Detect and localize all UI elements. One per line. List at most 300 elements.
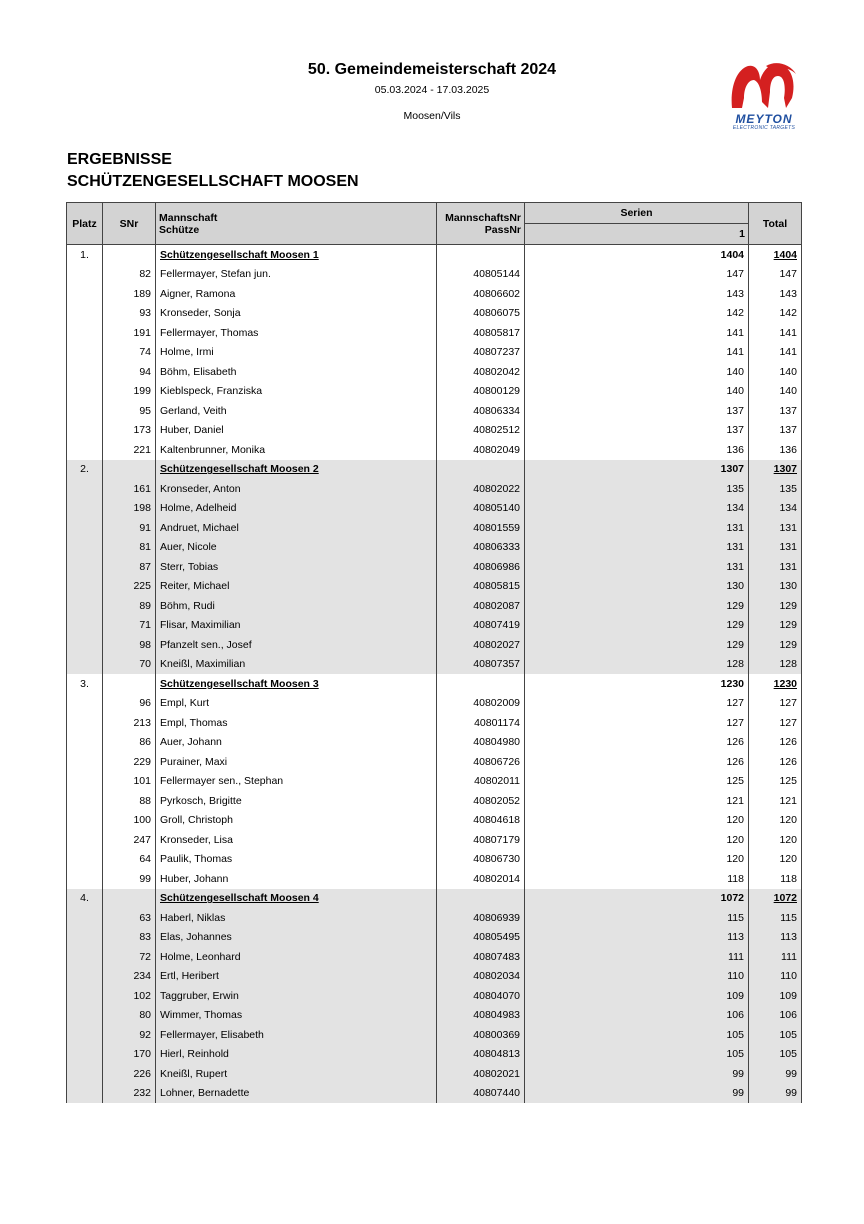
member-total: 131: [749, 518, 802, 538]
team-row: [67, 674, 802, 694]
member-total: 111: [749, 947, 802, 967]
member-passnr: 40805817: [437, 323, 525, 343]
member-serie: 134: [525, 499, 749, 519]
table-row: [67, 1006, 802, 1026]
table-row: [67, 791, 802, 811]
team-total: [749, 889, 802, 909]
member-platz: [67, 479, 103, 499]
table-row: [67, 869, 802, 889]
member-snr: 161: [103, 479, 156, 499]
member-snr: 80: [103, 1006, 156, 1026]
member-name: Groll, Christoph: [156, 811, 437, 831]
member-platz: [67, 401, 103, 421]
member-platz: [67, 752, 103, 772]
member-platz: [67, 694, 103, 714]
team-nr: [437, 245, 525, 265]
member-snr: 72: [103, 947, 156, 967]
team-nr: [437, 674, 525, 694]
member-passnr: 40806939: [437, 908, 525, 928]
member-name: Reiter, Michael: [156, 577, 437, 597]
member-snr: 92: [103, 1025, 156, 1045]
member-name: Andruet, Michael: [156, 518, 437, 538]
team-total-text: 1307: [773, 463, 797, 476]
member-serie: 136: [525, 440, 749, 460]
member-total: 110: [749, 967, 802, 987]
team-nr: [437, 460, 525, 480]
team-total-text: 1072: [773, 892, 797, 905]
member-passnr: 40804983: [437, 1006, 525, 1026]
member-name: Holme, Leonhard: [156, 947, 437, 967]
member-passnr: 40802027: [437, 635, 525, 655]
member-snr: 99: [103, 869, 156, 889]
member-total: 140: [749, 382, 802, 402]
table-row: [67, 538, 802, 558]
table-row: [67, 382, 802, 402]
member-snr: 170: [103, 1045, 156, 1065]
member-passnr: 40802042: [437, 362, 525, 382]
member-snr: 247: [103, 830, 156, 850]
member-platz: [67, 421, 103, 441]
member-platz: [67, 1045, 103, 1065]
member-snr: 89: [103, 596, 156, 616]
table-row: [67, 967, 802, 987]
team-nr: [437, 889, 525, 909]
team-serie: 1404: [525, 245, 749, 265]
member-total: 131: [749, 538, 802, 558]
table-row: [67, 284, 802, 304]
member-name: Fellermayer, Elisabeth: [156, 1025, 437, 1045]
team-name-text: Schützengesellschaft Moosen 2: [160, 463, 319, 476]
team-serie: 1307: [525, 460, 749, 480]
team-snr: [103, 245, 156, 265]
member-passnr: 40804980: [437, 733, 525, 753]
team-total-text: 1230: [773, 677, 797, 690]
member-snr: 198: [103, 499, 156, 519]
member-snr: 199: [103, 382, 156, 402]
col-header-mannschaft-label: Mannschaft: [159, 211, 218, 224]
member-serie: 128: [525, 655, 749, 675]
member-snr: 232: [103, 1084, 156, 1104]
member-platz: [67, 577, 103, 597]
member-platz: [67, 265, 103, 285]
member-passnr: 40805144: [437, 265, 525, 285]
member-total: 129: [749, 616, 802, 636]
member-serie: 129: [525, 635, 749, 655]
member-serie: 137: [525, 401, 749, 421]
member-platz: [67, 713, 103, 733]
team-serie: 1072: [525, 889, 749, 909]
member-snr: 191: [103, 323, 156, 343]
member-total: 105: [749, 1045, 802, 1065]
team-total: [749, 245, 802, 265]
table-row: [67, 596, 802, 616]
table-row: [67, 499, 802, 519]
member-serie: 127: [525, 694, 749, 714]
member-platz: [67, 733, 103, 753]
member-platz: [67, 284, 103, 304]
member-platz: [67, 1025, 103, 1045]
table-row: [67, 401, 802, 421]
table-row: [67, 986, 802, 1006]
member-passnr: 40807357: [437, 655, 525, 675]
member-serie: 99: [525, 1064, 749, 1084]
member-platz: [67, 323, 103, 343]
member-snr: 87: [103, 557, 156, 577]
member-name: Empl, Kurt: [156, 694, 437, 714]
member-name: Empl, Thomas: [156, 713, 437, 733]
member-platz: [67, 772, 103, 792]
team-row: [67, 460, 802, 480]
member-serie: 140: [525, 362, 749, 382]
member-name: Fellermayer sen., Stephan: [156, 772, 437, 792]
table-row: [67, 928, 802, 948]
member-serie: 131: [525, 557, 749, 577]
member-snr: 71: [103, 616, 156, 636]
table-row: [67, 1025, 802, 1045]
member-serie: 111: [525, 947, 749, 967]
member-platz: [67, 1006, 103, 1026]
member-platz: [67, 869, 103, 889]
member-serie: 141: [525, 323, 749, 343]
member-platz: [67, 557, 103, 577]
member-name: Kneißl, Maximilian: [156, 655, 437, 675]
member-platz: [67, 655, 103, 675]
member-platz: [67, 986, 103, 1006]
member-snr: 94: [103, 362, 156, 382]
table-row: [67, 635, 802, 655]
member-name: Purainer, Maxi: [156, 752, 437, 772]
member-passnr: 40807440: [437, 1084, 525, 1104]
member-total: 147: [749, 265, 802, 285]
member-total: 131: [749, 557, 802, 577]
member-platz: [67, 811, 103, 831]
member-snr: 225: [103, 577, 156, 597]
member-snr: 93: [103, 304, 156, 324]
member-snr: 221: [103, 440, 156, 460]
member-passnr: 40802087: [437, 596, 525, 616]
team-snr: [103, 674, 156, 694]
member-total: 135: [749, 479, 802, 499]
member-passnr: 40804813: [437, 1045, 525, 1065]
member-passnr: 40805815: [437, 577, 525, 597]
member-name: Kieblspeck, Franziska: [156, 382, 437, 402]
team-name: [156, 245, 437, 265]
member-name: Lohner, Bernadette: [156, 1084, 437, 1104]
member-total: 120: [749, 830, 802, 850]
table-row: [67, 1084, 802, 1104]
table-row: [67, 850, 802, 870]
member-name: Böhm, Elisabeth: [156, 362, 437, 382]
member-platz: [67, 1084, 103, 1104]
member-passnr: 40806986: [437, 557, 525, 577]
col-header-serien: Serien: [525, 203, 749, 224]
section-line-2: SCHÜTZENGESELLSCHAFT MOOSEN: [67, 173, 359, 190]
section-heading: [67, 149, 359, 193]
member-name: Holme, Adelheid: [156, 499, 437, 519]
member-serie: 120: [525, 811, 749, 831]
member-total: 142: [749, 304, 802, 324]
table-row: [67, 577, 802, 597]
member-total: 136: [749, 440, 802, 460]
member-passnr: 40802021: [437, 1064, 525, 1084]
member-snr: 81: [103, 538, 156, 558]
member-total: 99: [749, 1064, 802, 1084]
member-total: 115: [749, 908, 802, 928]
member-platz: [67, 1064, 103, 1084]
member-snr: 96: [103, 694, 156, 714]
col-header-serie-1: 1: [525, 224, 749, 245]
member-serie: 110: [525, 967, 749, 987]
member-platz: [67, 967, 103, 987]
table-row: [67, 655, 802, 675]
member-name: Paulik, Thomas: [156, 850, 437, 870]
logo-subtitle: ELECTRONIC TARGETS: [732, 125, 796, 131]
table-row: [67, 518, 802, 538]
team-total-text: 1404: [773, 248, 797, 261]
member-snr: 213: [103, 713, 156, 733]
page-title: 50. Gemeindemeisterschaft 2024: [307, 61, 557, 78]
team-platz: 3.: [67, 674, 103, 694]
member-serie: 115: [525, 908, 749, 928]
member-passnr: 40807237: [437, 343, 525, 363]
member-name: Huber, Daniel: [156, 421, 437, 441]
col-header-schuetze-label: Schütze: [159, 223, 200, 236]
member-name: Elas, Johannes: [156, 928, 437, 948]
member-snr: 234: [103, 967, 156, 987]
member-serie: 106: [525, 1006, 749, 1026]
member-snr: 86: [103, 733, 156, 753]
member-passnr: 40804070: [437, 986, 525, 1006]
member-snr: 74: [103, 343, 156, 363]
member-platz: [67, 791, 103, 811]
member-serie: 141: [525, 343, 749, 363]
table-row: [67, 908, 802, 928]
member-total: 105: [749, 1025, 802, 1045]
member-platz: [67, 362, 103, 382]
member-passnr: 40807179: [437, 830, 525, 850]
member-name: Kronseder, Lisa: [156, 830, 437, 850]
member-total: 109: [749, 986, 802, 1006]
member-serie: 105: [525, 1045, 749, 1065]
table-row: [67, 421, 802, 441]
member-serie: 131: [525, 518, 749, 538]
member-total: 134: [749, 499, 802, 519]
member-snr: 226: [103, 1064, 156, 1084]
table-row: [67, 811, 802, 831]
member-total: 126: [749, 733, 802, 753]
member-snr: 70: [103, 655, 156, 675]
col-header-platz: Platz: [67, 203, 103, 245]
member-total: 118: [749, 869, 802, 889]
col-header-total: Total: [749, 203, 802, 245]
member-serie: 129: [525, 596, 749, 616]
member-serie: 120: [525, 830, 749, 850]
member-name: Taggruber, Erwin: [156, 986, 437, 1006]
col-header-mannschaftsnr-label: MannschaftsNr: [445, 211, 521, 224]
member-total: 126: [749, 752, 802, 772]
member-name: Kneißl, Rupert: [156, 1064, 437, 1084]
member-total: 130: [749, 577, 802, 597]
member-name: Wimmer, Thomas: [156, 1006, 437, 1026]
member-total: 127: [749, 713, 802, 733]
member-passnr: 40802052: [437, 791, 525, 811]
member-name: Flisar, Maximilian: [156, 616, 437, 636]
team-total: [749, 674, 802, 694]
table-row: [67, 733, 802, 753]
member-total: 141: [749, 343, 802, 363]
member-total: 120: [749, 811, 802, 831]
member-passnr: 40802512: [437, 421, 525, 441]
member-platz: [67, 850, 103, 870]
col-header-mannschaft: [156, 203, 437, 245]
member-platz: [67, 343, 103, 363]
member-passnr: 40801559: [437, 518, 525, 538]
member-serie: 118: [525, 869, 749, 889]
member-name: Auer, Johann: [156, 733, 437, 753]
member-passnr: 40804618: [437, 811, 525, 831]
member-platz: [67, 382, 103, 402]
team-name: [156, 674, 437, 694]
table-row: [67, 362, 802, 382]
member-serie: 99: [525, 1084, 749, 1104]
member-serie: 140: [525, 382, 749, 402]
table-row: [67, 830, 802, 850]
member-total: 129: [749, 635, 802, 655]
team-serie: 1230: [525, 674, 749, 694]
member-total: 129: [749, 596, 802, 616]
member-snr: 63: [103, 908, 156, 928]
member-platz: [67, 538, 103, 558]
team-name-text: Schützengesellschaft Moosen 4: [160, 892, 319, 905]
section-line-1: ERGEBNISSE: [67, 151, 172, 168]
member-passnr: 40807419: [437, 616, 525, 636]
table-row: [67, 1045, 802, 1065]
table-row: [67, 343, 802, 363]
member-platz: [67, 304, 103, 324]
member-passnr: 40802034: [437, 967, 525, 987]
member-total: 120: [749, 850, 802, 870]
member-name: Aigner, Ramona: [156, 284, 437, 304]
member-platz: [67, 616, 103, 636]
team-row: [67, 889, 802, 909]
member-total: 121: [749, 791, 802, 811]
location: Moosen/Vils: [403, 110, 461, 122]
col-header-nr: [437, 203, 525, 245]
member-passnr: 40801174: [437, 713, 525, 733]
member-platz: [67, 499, 103, 519]
member-total: 106: [749, 1006, 802, 1026]
member-name: Kaltenbrunner, Monika: [156, 440, 437, 460]
member-passnr: 40802022: [437, 479, 525, 499]
member-platz: [67, 947, 103, 967]
member-passnr: 40806333: [437, 538, 525, 558]
team-snr: [103, 889, 156, 909]
col-header-passnr-label: PassNr: [484, 223, 521, 236]
team-row: [67, 245, 802, 265]
member-name: Böhm, Rudi: [156, 596, 437, 616]
member-passnr: 40802009: [437, 694, 525, 714]
member-platz: [67, 635, 103, 655]
table-row: [67, 713, 802, 733]
member-total: 140: [749, 362, 802, 382]
team-platz: 1.: [67, 245, 103, 265]
member-snr: 64: [103, 850, 156, 870]
member-snr: 101: [103, 772, 156, 792]
results-body: [67, 245, 802, 1104]
team-platz: 2.: [67, 460, 103, 480]
member-snr: 189: [103, 284, 156, 304]
member-serie: 109: [525, 986, 749, 1006]
member-name: Auer, Nicole: [156, 538, 437, 558]
member-passnr: 40800129: [437, 382, 525, 402]
member-name: Fellermayer, Stefan jun.: [156, 265, 437, 285]
member-total: 141: [749, 323, 802, 343]
member-name: Pyrkosch, Brigitte: [156, 791, 437, 811]
table-row: [67, 557, 802, 577]
member-passnr: 40807483: [437, 947, 525, 967]
member-serie: 121: [525, 791, 749, 811]
member-serie: 127: [525, 713, 749, 733]
member-serie: 135: [525, 479, 749, 499]
member-serie: 142: [525, 304, 749, 324]
member-serie: 126: [525, 752, 749, 772]
team-name-text: Schützengesellschaft Moosen 3: [160, 677, 319, 690]
member-name: Huber, Johann: [156, 869, 437, 889]
team-name: [156, 889, 437, 909]
member-snr: 173: [103, 421, 156, 441]
member-snr: 83: [103, 928, 156, 948]
member-passnr: 40802049: [437, 440, 525, 460]
member-passnr: 40805140: [437, 499, 525, 519]
table-row: [67, 323, 802, 343]
member-passnr: 40806334: [437, 401, 525, 421]
member-passnr: 40802014: [437, 869, 525, 889]
member-name: Sterr, Tobias: [156, 557, 437, 577]
member-total: 137: [749, 401, 802, 421]
member-serie: 137: [525, 421, 749, 441]
member-name: Hierl, Reinhold: [156, 1045, 437, 1065]
member-serie: 129: [525, 616, 749, 636]
member-snr: 102: [103, 986, 156, 1006]
member-total: 113: [749, 928, 802, 948]
member-name: Kronseder, Sonja: [156, 304, 437, 324]
table-row: [67, 616, 802, 636]
member-platz: [67, 440, 103, 460]
member-platz: [67, 596, 103, 616]
member-serie: 147: [525, 265, 749, 285]
member-serie: 125: [525, 772, 749, 792]
member-snr: 100: [103, 811, 156, 831]
table-row: [67, 304, 802, 324]
member-name: Holme, Irmi: [156, 343, 437, 363]
table-row: [67, 752, 802, 772]
results-table: [66, 202, 802, 1103]
member-platz: [67, 928, 103, 948]
member-snr: 95: [103, 401, 156, 421]
member-serie: 143: [525, 284, 749, 304]
table-row: [67, 772, 802, 792]
member-passnr: 40806726: [437, 752, 525, 772]
col-header-snr: SNr: [103, 203, 156, 245]
member-snr: 88: [103, 791, 156, 811]
member-name: Ertl, Heribert: [156, 967, 437, 987]
member-passnr: 40806730: [437, 850, 525, 870]
date-range: 05.03.2024 - 17.03.2025: [374, 84, 490, 96]
member-serie: 113: [525, 928, 749, 948]
member-total: 127: [749, 694, 802, 714]
member-passnr: 40800369: [437, 1025, 525, 1045]
member-serie: 130: [525, 577, 749, 597]
